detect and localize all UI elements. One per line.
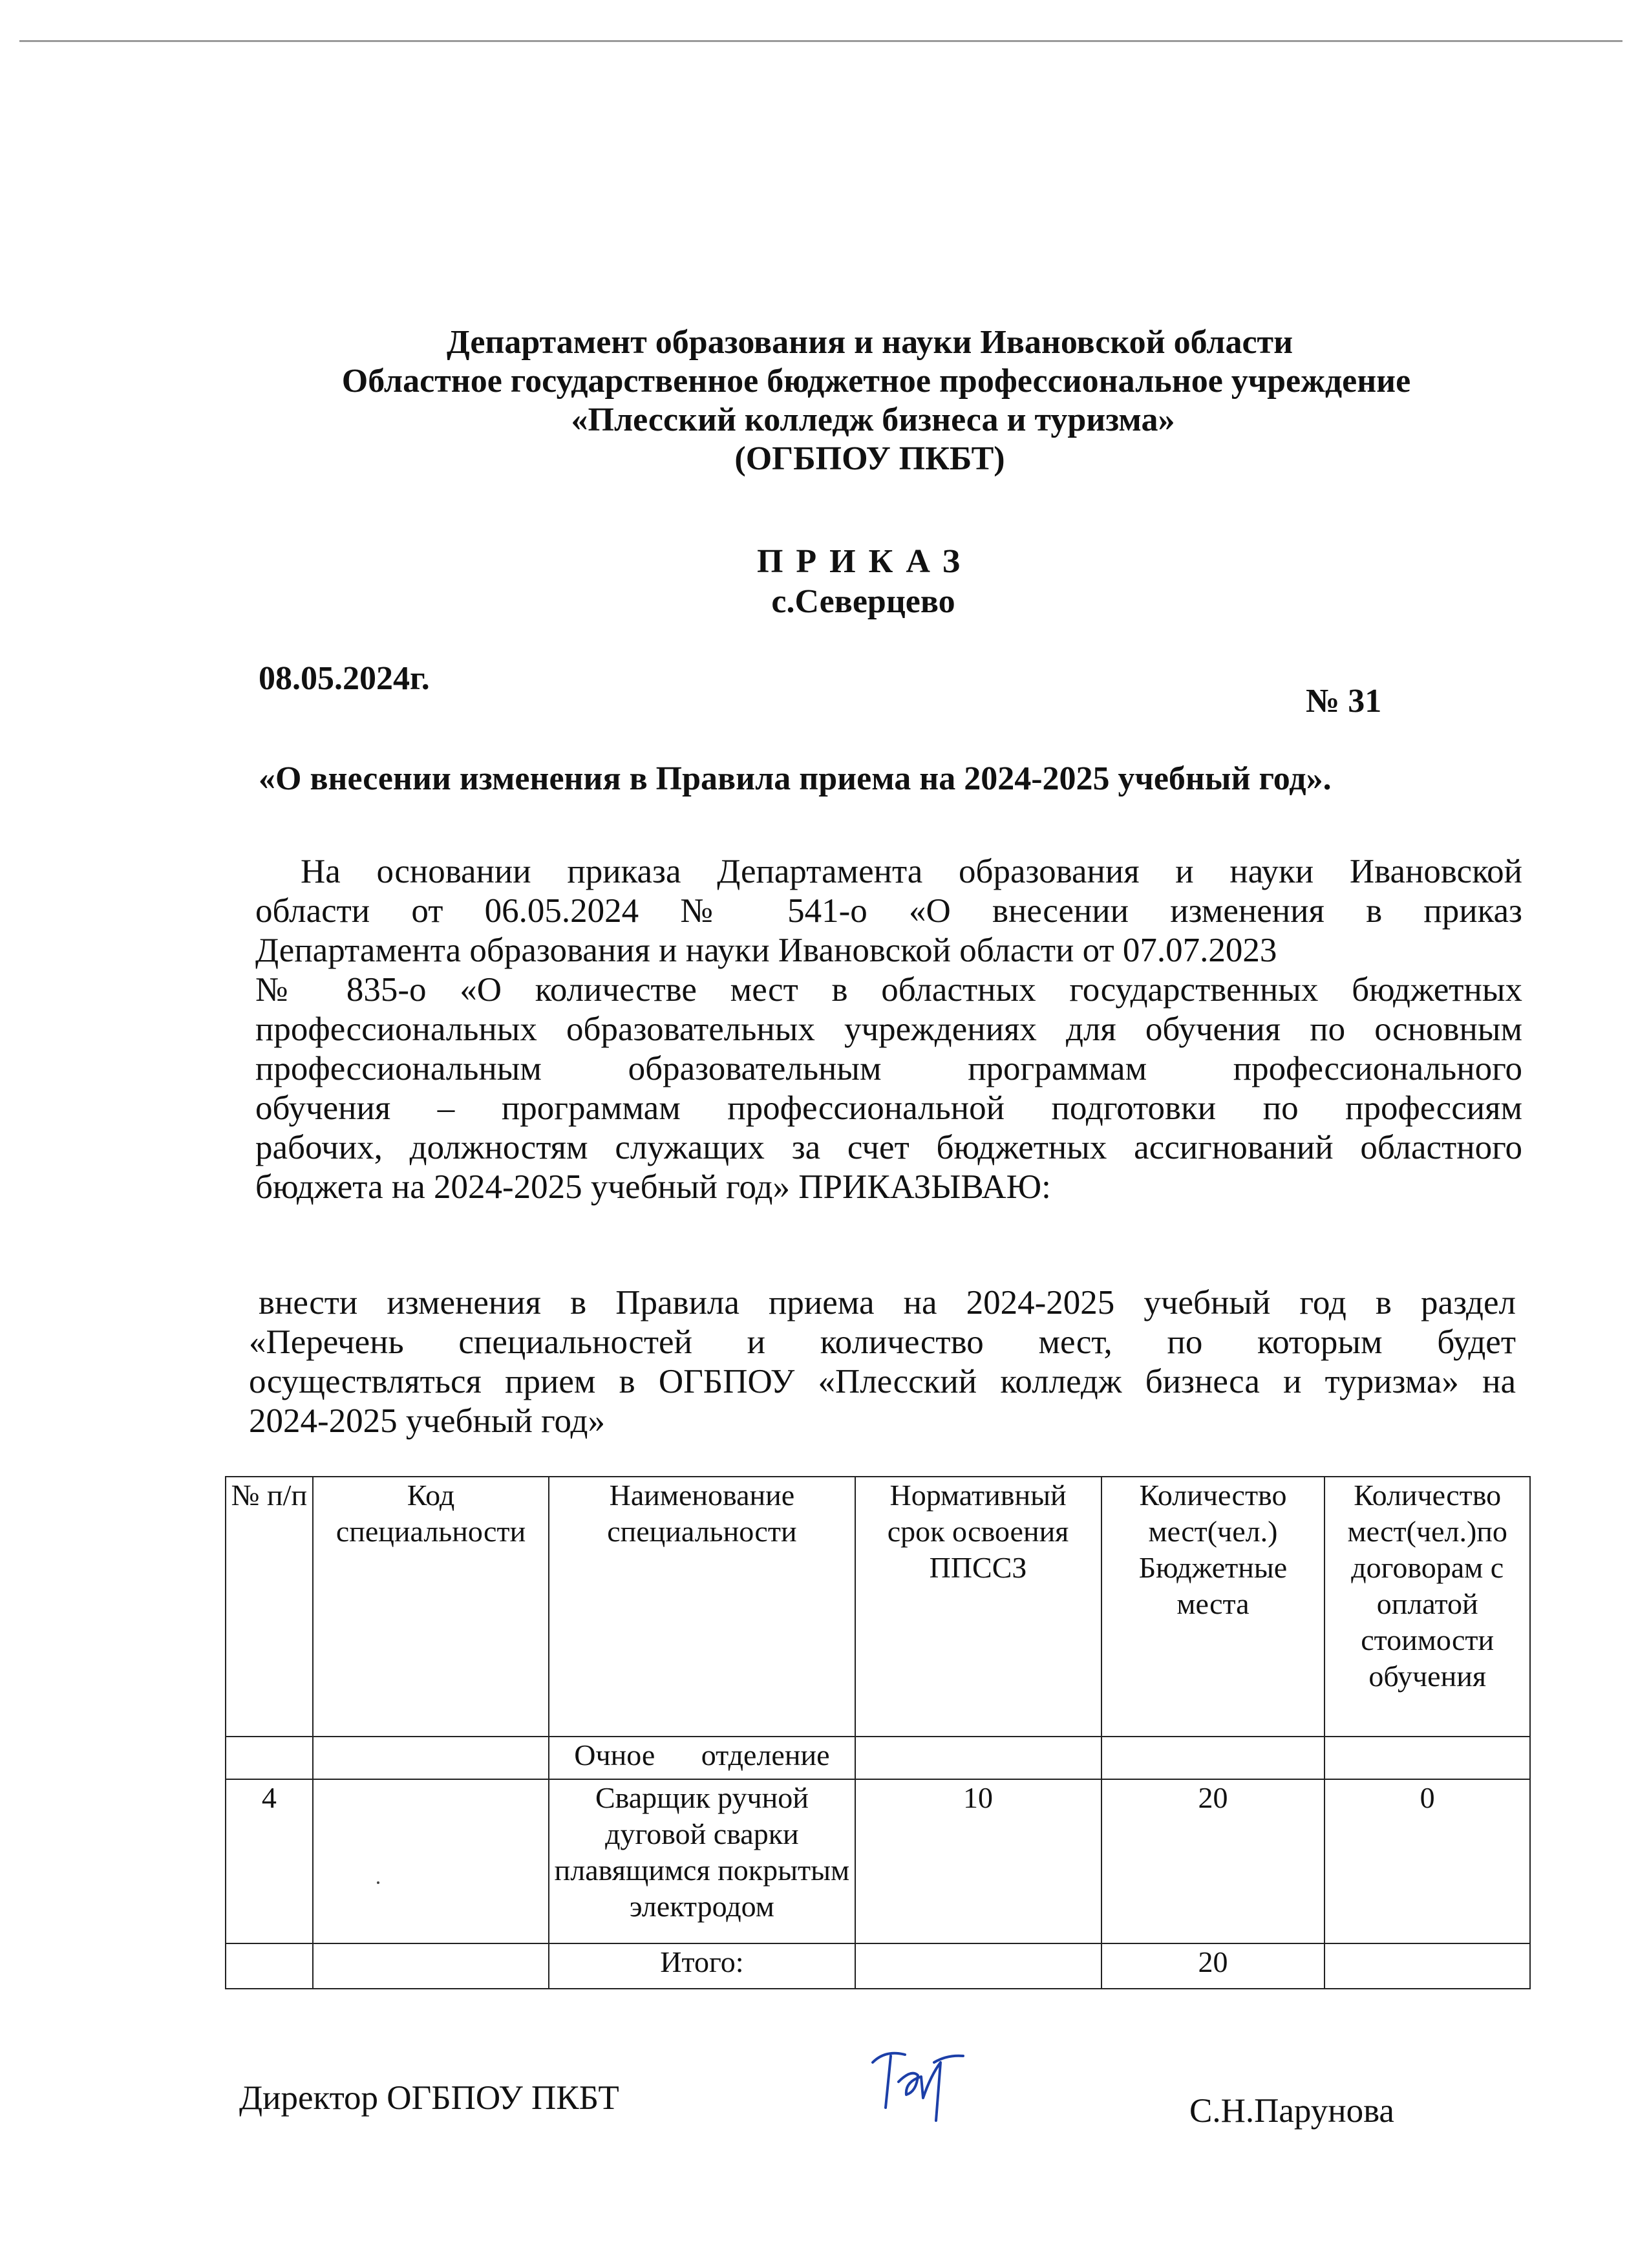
table-cell (855, 1943, 1101, 1989)
institution-abbr: (ОГБПОУ ПКБТ) (734, 440, 1005, 477)
cell-num: 4 (226, 1779, 313, 1943)
paragraph-line: бюджета на 2024-2025 учебный год» ПРИКАЗЫВАЮ: (255, 1168, 1051, 1206)
total-budget: 20 (1101, 1943, 1325, 1989)
table-cell (1325, 1943, 1530, 1989)
header-name: Наименование специальности (549, 1477, 855, 1737)
section-label: Очное отделение (549, 1737, 855, 1779)
order-word: ПРИКАЗ (756, 543, 973, 580)
header-paid: Количество мест(чел.)по договорам с оплатой стоимости обучения (1325, 1477, 1530, 1737)
total-row (226, 1943, 1530, 1989)
table-header-row (226, 1477, 1530, 1737)
institution-type: Областное государственное бюджетное профессиональное учреждение (341, 363, 1411, 400)
places-table (225, 1476, 1531, 1989)
order-title-block (0, 542, 1649, 622)
cell-term: 10 (855, 1779, 1101, 1943)
header-code: Код специальности (313, 1477, 549, 1737)
table-cell (313, 1943, 549, 1989)
basis-paragraph (255, 852, 1522, 1207)
scan-edge-line (19, 40, 1622, 42)
paragraph-line: профессиональных образовательных учреждениях для обучения по основным (255, 1011, 1522, 1048)
order-number: № 31 (1306, 683, 1382, 720)
institution-name: «Плесский колледж бизнеса и туризма» (571, 401, 1175, 438)
header-budget: Количество мест(чел.) Бюджетные места (1101, 1477, 1325, 1737)
paragraph-line: осуществляться прием в ОГБПОУ «Плесский колледж бизнеса и туризма» на (249, 1363, 1516, 1400)
paragraph-line: № 835-о «О количестве мест в областных государственных бюджетных (255, 971, 1522, 1009)
paragraph-line: обучения – программам профессиональной подготовки по профессиям (255, 1089, 1522, 1127)
cell-paid: 0 (1325, 1779, 1530, 1943)
paragraph-line: области от 06.05.2024 № 541-о «О внесении изменения в приказ (255, 892, 1522, 930)
total-label: Итого: (549, 1943, 855, 1989)
signatory-name: С.Н.Парунова (1189, 2092, 1394, 2130)
paragraph-line: На основании приказа Департамента образования и науки Ивановской (301, 853, 1522, 890)
handwritten-signature (866, 2037, 976, 2134)
paragraph-line: Департамента образования и науки Ивановской области от 07.07.2023 (255, 932, 1277, 969)
signatory-title: Директор ОГБПОУ ПКБТ (239, 2079, 619, 2117)
order-place: с.Северцево (771, 583, 955, 620)
table-cell (226, 1737, 313, 1779)
department-name: Департамент образования и науки Ивановской области (446, 324, 1293, 361)
header-term: Нормативный срок освоения ППССЗ (855, 1477, 1101, 1737)
table-cell (313, 1737, 549, 1779)
order-subject: «О внесении изменения в Правила приема на 2024-2025 учебный год». (259, 760, 1332, 797)
order-date: 08.05.2024г. (259, 660, 430, 697)
scan-speck (377, 1881, 379, 1884)
cell-code (313, 1779, 549, 1943)
section-row (226, 1737, 1530, 1779)
table-cell (1325, 1737, 1530, 1779)
paragraph-line: внести изменения в Правила приема на 2024-2025 учебный год в раздел (259, 1284, 1516, 1321)
table-cell (226, 1943, 313, 1989)
paragraph-line: профессиональным образовательным программам профессионального (255, 1050, 1522, 1087)
table-cell (855, 1737, 1101, 1779)
decision-paragraph (249, 1283, 1516, 1441)
paragraph-line: «Перечень специальностей и количество мест, по которым будет (249, 1323, 1516, 1361)
cell-name: Сварщик ручной дуговой сварки плавящимся покрытым электродом (549, 1779, 855, 1943)
paragraph-line: 2024-2025 учебный год» (249, 1402, 605, 1440)
cell-budget: 20 (1101, 1779, 1325, 1943)
table-row (226, 1779, 1530, 1943)
paragraph-line: рабочих, должностям служащих за счет бюджетных ассигнований областного (255, 1129, 1522, 1166)
document-header (0, 323, 1649, 478)
header-num: № п/п (226, 1477, 313, 1737)
table-cell (1101, 1737, 1325, 1779)
